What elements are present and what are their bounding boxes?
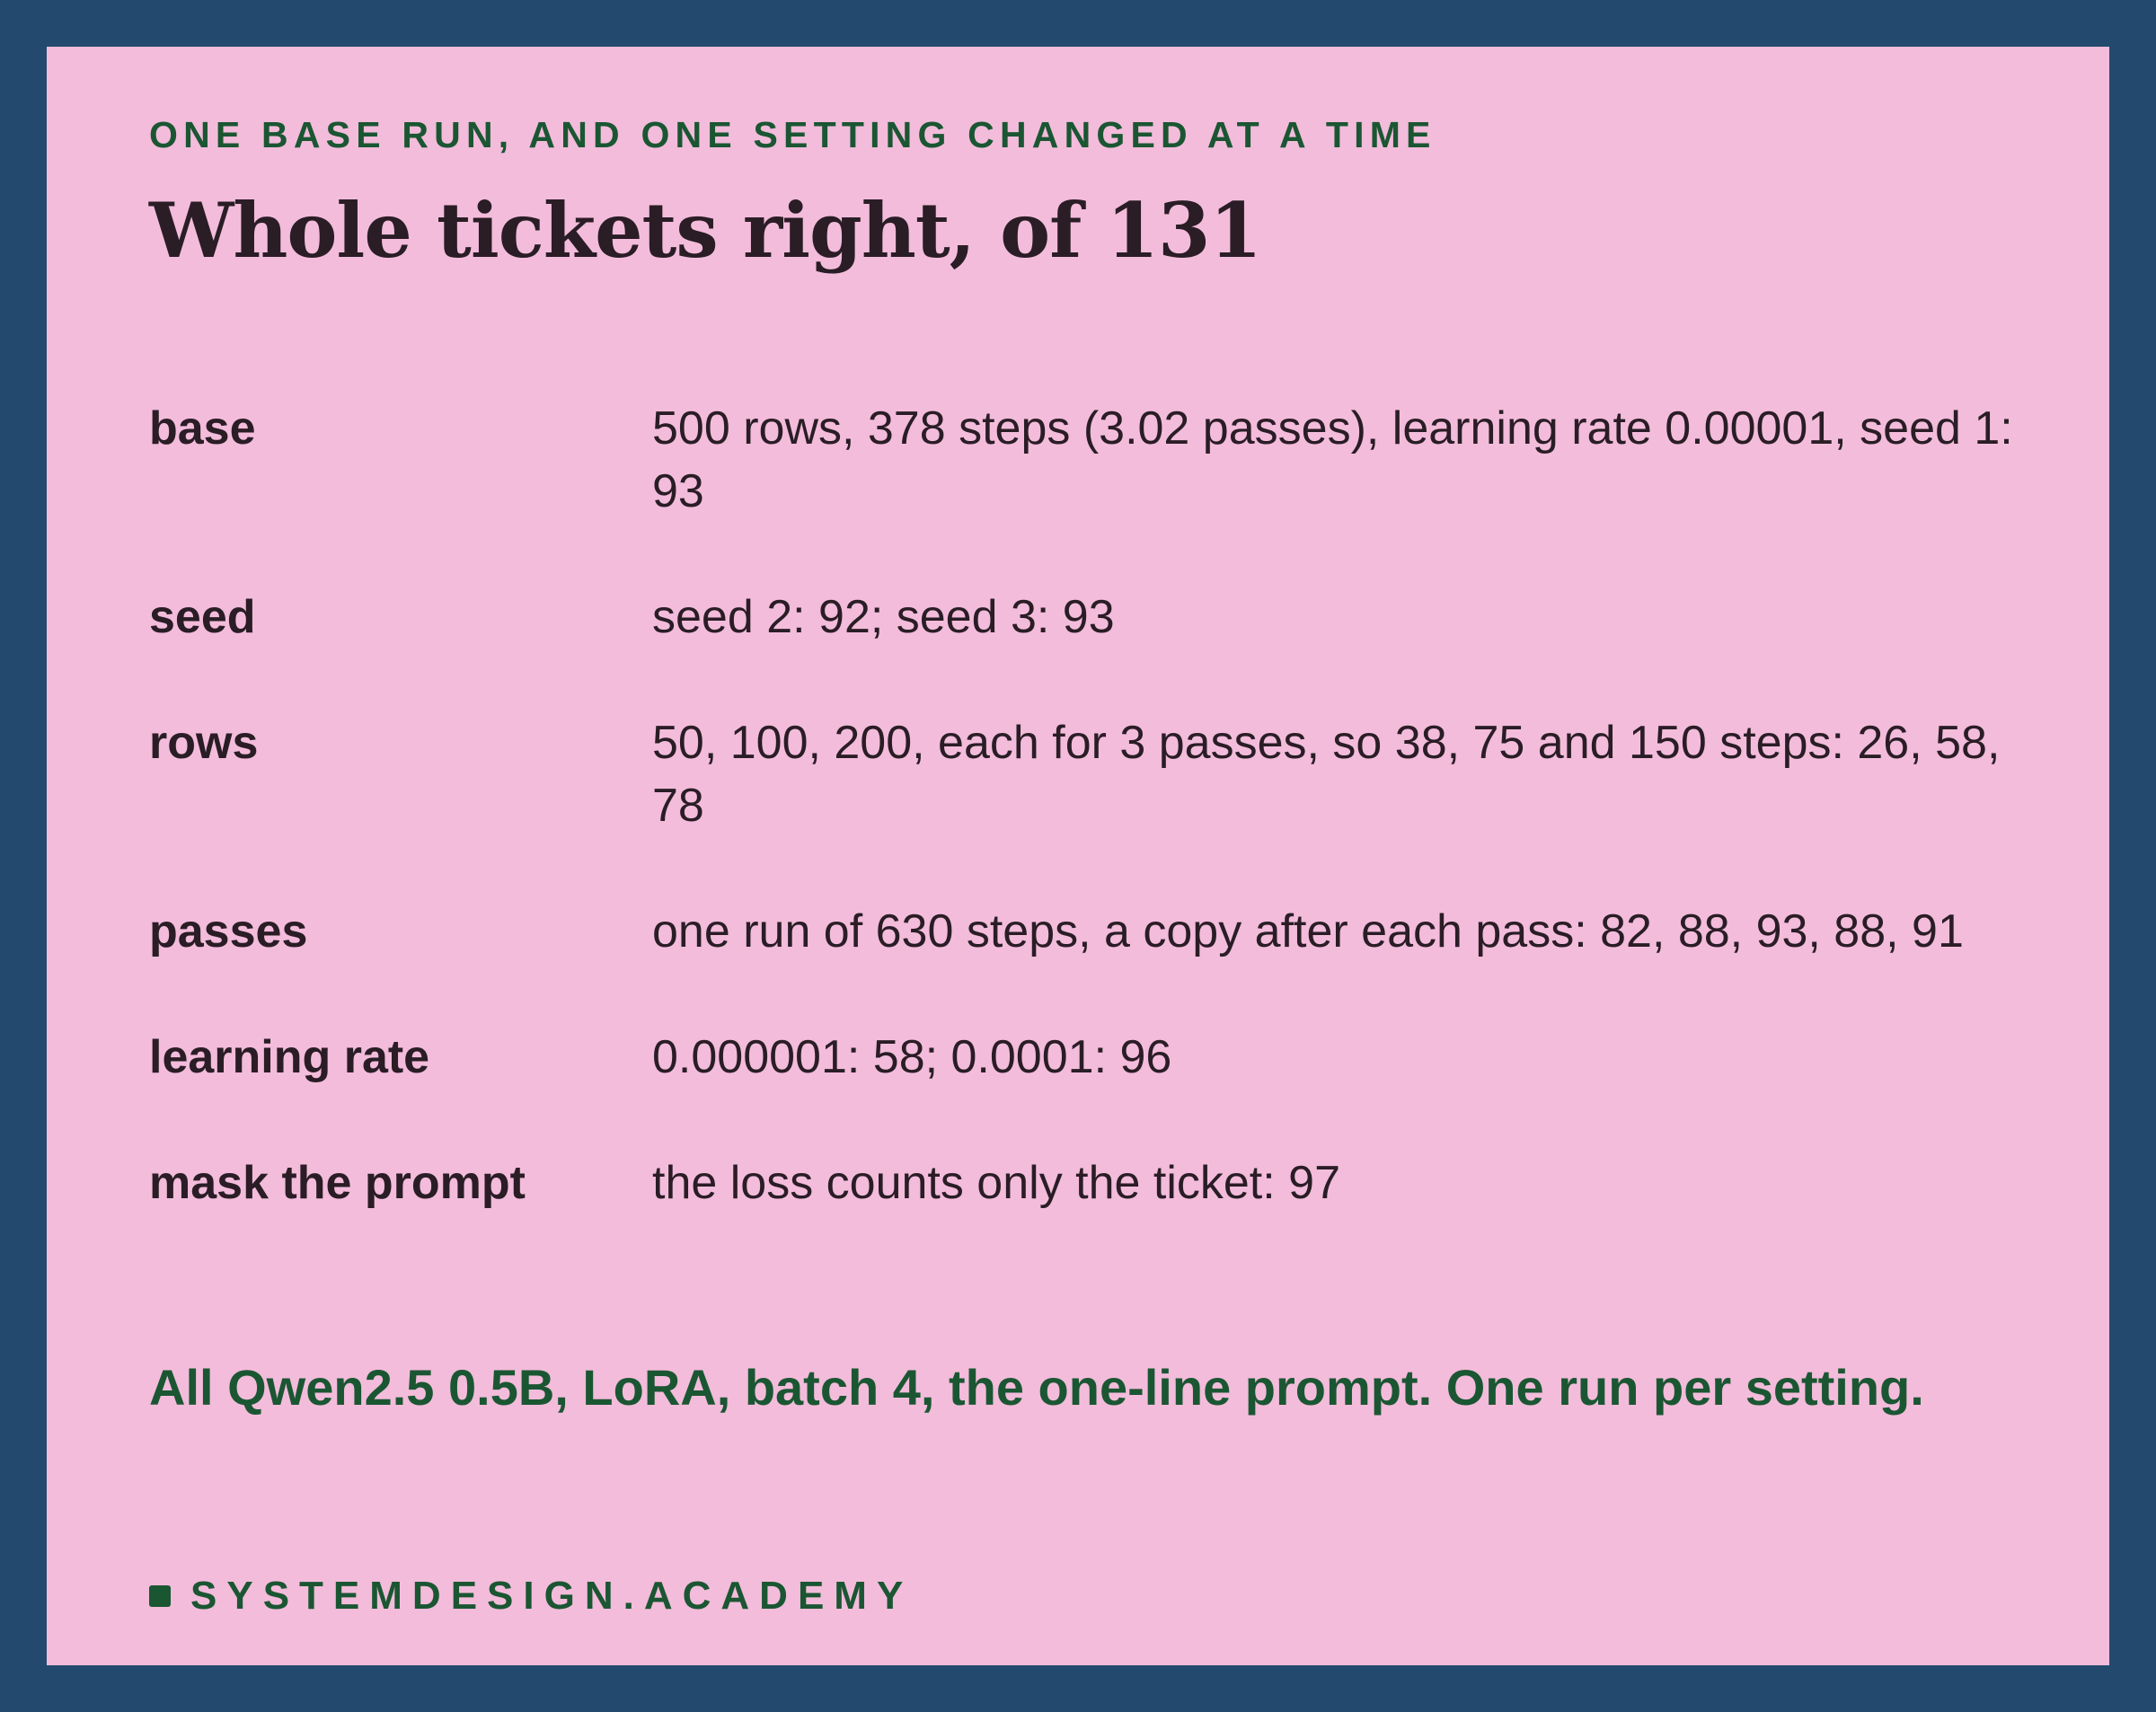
row-value: one run of 630 steps, a copy after each pass: 82, 88, 93, 88, 91	[652, 905, 1964, 957]
square-icon	[149, 1585, 171, 1607]
table-row-passes	[149, 900, 2036, 963]
summary-card	[47, 47, 2109, 1665]
row-label: seed	[149, 591, 256, 643]
table-row-seed	[149, 586, 2036, 649]
row-value: seed 2: 92; seed 3: 93	[652, 591, 1115, 643]
kicker-heading: ONE BASE RUN, AND ONE SETTING CHANGED AT A TIME	[149, 114, 1436, 155]
row-value: the loss counts only the ticket: 97	[652, 1157, 1340, 1209]
row-value: 500 rows, 378 steps (3.02 passes), learning rate 0.00001, seed 1: 93	[652, 402, 2013, 517]
row-label: base	[149, 402, 256, 454]
table-row-mask-the-prompt	[149, 1152, 2036, 1214]
table-row-base	[149, 397, 2036, 523]
row-label: mask the prompt	[149, 1157, 526, 1209]
row-label: passes	[149, 905, 308, 957]
table-row-learning-rate	[149, 1026, 2036, 1089]
row-value: 0.000001: 58; 0.0001: 96	[652, 1031, 1172, 1083]
brand-text: SYSTEMDESIGN.ACADEMY	[190, 1574, 914, 1618]
card-title: Whole tickets right, of 131	[149, 186, 1261, 275]
results-table	[149, 397, 2036, 1214]
table-row-rows	[149, 711, 2036, 837]
brand-mark	[149, 1574, 913, 1619]
row-label: rows	[149, 717, 259, 769]
footnote: All Qwen2.5 0.5B, LoRA, batch 4, the one-line prompt. One run per setting.	[149, 1359, 1924, 1416]
row-label: learning rate	[149, 1031, 430, 1083]
row-value: 50, 100, 200, each for 3 passes, so 38, 75 and 150 steps: 26, 58, 78	[652, 717, 2001, 832]
